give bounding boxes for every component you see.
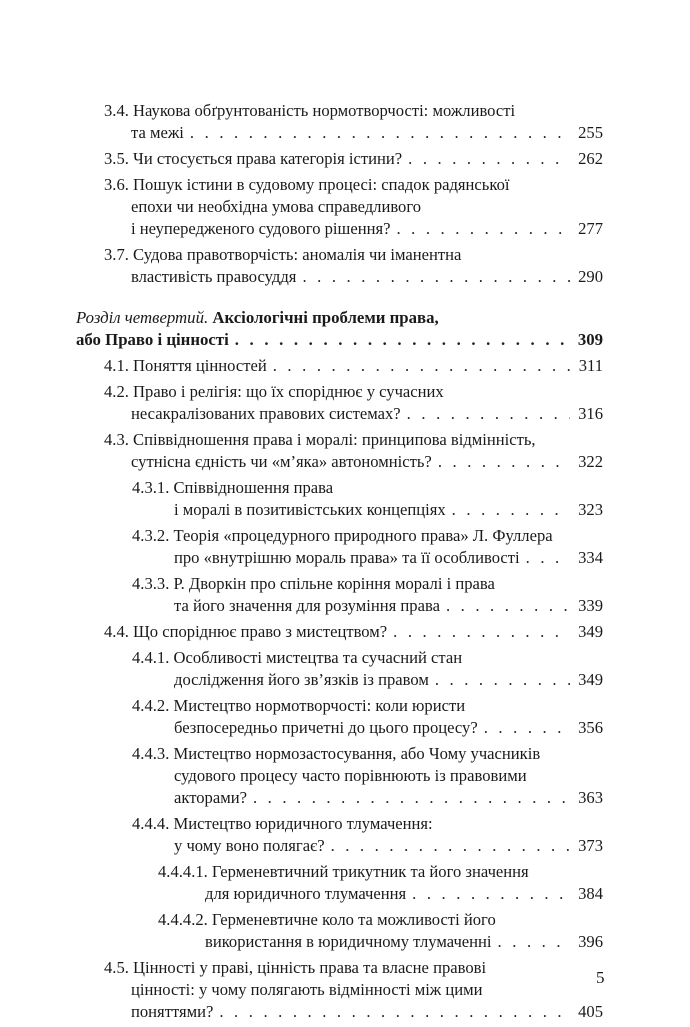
- toc-entry-title: 4.3.3. Р. Дворкін про спільне коріння моралі і права: [132, 574, 495, 593]
- toc-entry-title: або Право і цінності: [76, 330, 229, 349]
- toc-entry-line: [0, 695, 603, 717]
- toc-entry-line: [0, 909, 603, 931]
- toc-entry-line: [0, 979, 603, 1001]
- toc-page-number: 316: [578, 404, 603, 423]
- toc-entry-line: [0, 266, 603, 288]
- toc-entry-line: [0, 621, 603, 643]
- toc-entry-line: [0, 787, 603, 809]
- toc-entry-line: [0, 573, 603, 595]
- toc-entry-title: дослідження його зв’язків із правом: [174, 670, 429, 689]
- toc-entry-title: 3.5. Чи стосується права категорія істини?: [104, 149, 403, 168]
- toc-page-number: 309: [577, 330, 603, 349]
- toc-entry-title: цінності: у чому полягають відмінності між цими: [131, 980, 483, 999]
- dot-leader: [302, 266, 570, 288]
- toc-entry-line: [0, 669, 603, 691]
- toc-entry-title: для юридичного тлумачення: [205, 884, 407, 903]
- toc-page-number: 373: [578, 836, 603, 855]
- toc-entry-title: 4.3.1. Співвідношення права: [132, 478, 334, 497]
- toc-entry-title: використання в юридичному тлумаченні: [205, 932, 492, 951]
- toc-entry-title: 4.4. Що споріднює право з мистецтвом?: [104, 622, 388, 641]
- toc-entry: [0, 861, 690, 905]
- toc-entry-title: 4.4.2. Мистецтво нормотворчості: коли юристи: [132, 696, 466, 715]
- dot-leader: [219, 1001, 570, 1023]
- dot-leader: [253, 787, 570, 809]
- toc-entry: [0, 381, 690, 425]
- toc-page-number: 255: [578, 123, 603, 142]
- toc-entry: [0, 244, 690, 288]
- toc-entry-line: [0, 835, 603, 857]
- toc-entry: [0, 695, 690, 739]
- toc-entry-title: про «внутрішню мораль права» та її особливості: [174, 548, 520, 567]
- toc-entry-title: судового процесу часто порівнюють із правовими: [174, 766, 527, 785]
- toc-entry-title: властивість правосуддя: [131, 267, 297, 286]
- toc-page-number: 349: [578, 670, 603, 689]
- toc-page-number: 356: [578, 718, 603, 737]
- toc-entry-title: 3.6. Пошук істини в судовому процесі: спадок радянської: [104, 175, 510, 194]
- dot-leader: [331, 835, 571, 857]
- toc-entry-line: [0, 477, 603, 499]
- toc-entry: [0, 647, 690, 691]
- toc-entry: [0, 621, 690, 643]
- toc-entry: [0, 429, 690, 473]
- toc-entry-title: 4.4.4. Мистецтво юридичного тлумачення:: [132, 814, 433, 833]
- toc-entry-line: [0, 743, 603, 765]
- toc-chapter-entry: [0, 307, 690, 351]
- toc-entry-title: 4.4.3. Мистецтво нормозастосування, або Чому учасників: [132, 744, 541, 763]
- toc-entry-title: 3.4. Наукова обґрунтованість нормотворчості: можливості: [104, 101, 516, 120]
- toc-entry-line: [0, 329, 603, 351]
- dot-leader: [526, 547, 570, 569]
- dot-leader: [396, 218, 570, 240]
- toc-page-number: 384: [578, 884, 603, 903]
- table-of-contents: [0, 100, 690, 1027]
- toc-entry-line: [0, 355, 603, 377]
- toc-entry-line: [0, 931, 603, 953]
- toc-entry-title: акторами?: [174, 788, 247, 807]
- toc-entry-line: [0, 883, 603, 905]
- toc-entry-title: 4.4.4.2. Герменевтичне коло та можливості його: [158, 910, 496, 929]
- toc-entry-line: [0, 381, 603, 403]
- toc-page-number: 334: [578, 548, 603, 567]
- toc-entry-title: 4.4.1. Особливості мистецтва та сучасний стан: [132, 648, 463, 667]
- toc-entry-title: у чому воно полягає?: [174, 836, 325, 855]
- toc-entry-title: та межі: [131, 123, 184, 142]
- toc-entry: [0, 957, 690, 1023]
- toc-entry-line: [0, 451, 603, 473]
- dot-leader: [273, 355, 571, 377]
- toc-page-number: 405: [578, 1002, 603, 1021]
- toc-entry-line: [0, 307, 603, 329]
- toc-entry-line: [0, 595, 603, 617]
- dot-leader: [438, 451, 570, 473]
- toc-entry-line: [0, 1001, 603, 1023]
- dot-leader: [498, 931, 571, 953]
- dot-leader: [407, 403, 570, 425]
- toc-entry-title: 4.4.4.1. Герменевтичний трикутник та його значення: [158, 862, 529, 881]
- toc-entry: [0, 573, 690, 617]
- page-number: 5: [596, 968, 605, 987]
- dot-leader: [408, 148, 570, 170]
- toc-entry-title: несакралізованих правових системах?: [131, 404, 401, 423]
- dot-leader: [412, 883, 570, 905]
- toc-entry: [0, 525, 690, 569]
- dot-leader: [190, 122, 570, 144]
- dot-leader: [435, 669, 570, 691]
- toc-entry-title: 4.3.2. Теорія «процедурного природного права» Л. Фуллера: [132, 526, 553, 545]
- toc-entry-title: і неупередженого судового рішення?: [131, 219, 391, 238]
- toc-page-number: 262: [578, 149, 603, 168]
- toc-entry-line: [0, 547, 603, 569]
- chapter-label: Розділ четвертий.: [76, 308, 209, 327]
- toc-entry-line: [0, 813, 603, 835]
- toc-entry-title: 3.7. Судова правотворчість: аномалія чи іманентна: [104, 245, 462, 264]
- toc-entry-line: [0, 717, 603, 739]
- toc-entry: [0, 743, 690, 809]
- toc-entry-line: [0, 218, 603, 240]
- toc-entry-line: [0, 957, 603, 979]
- toc-entry-line: [0, 196, 603, 218]
- toc-entry-title: сутнісна єдність чи «м’яка» автономність?: [131, 452, 432, 471]
- toc-entry-title: епохи чи необхідна умова справедливого: [131, 197, 422, 216]
- dot-leader: [235, 329, 570, 351]
- toc-entry: [0, 813, 690, 857]
- toc-entry-line: [0, 122, 603, 144]
- toc-entry-title: 4.3. Співвідношення права і моралі: принципова відмінність,: [104, 430, 536, 449]
- toc-entry: [0, 909, 690, 953]
- toc-entry: [0, 148, 690, 170]
- toc-page-number: 322: [578, 452, 603, 471]
- toc-entry-title: 4.5. Цінності у праві, цінність права та власне правові: [104, 958, 487, 977]
- toc-page-number: 277: [578, 219, 603, 238]
- toc-entry-line: [0, 429, 603, 451]
- toc-entry: [0, 174, 690, 240]
- toc-page-number: 349: [578, 622, 603, 641]
- toc-entry-line: [0, 174, 603, 196]
- toc-entry-line: [0, 765, 603, 787]
- toc-page-number: 363: [578, 788, 603, 807]
- toc-page-number: 396: [578, 932, 603, 951]
- toc-entry-title: Аксіологічні проблеми права,: [212, 308, 439, 327]
- toc-page-number: 290: [578, 267, 603, 286]
- toc-page-number: 311: [578, 356, 603, 375]
- toc-entry-line: [0, 525, 603, 547]
- dot-leader: [446, 595, 570, 617]
- toc-entry-line: [0, 100, 603, 122]
- toc-entry-title: 4.2. Право і релігія: що їх споріднює у сучасних: [104, 382, 444, 401]
- toc-entry-line: [0, 861, 603, 883]
- dot-leader: [484, 717, 570, 739]
- toc-entry: [0, 477, 690, 521]
- toc-entry-line: [0, 403, 603, 425]
- toc-entry-title: безпосередньо причетні до цього процесу?: [174, 718, 478, 737]
- toc-entry-line: [0, 647, 603, 669]
- toc-entry: [0, 100, 690, 144]
- toc-entry-title: та його значення для розуміння права: [174, 596, 440, 615]
- dot-leader: [452, 499, 570, 521]
- toc-entry-title: і моралі в позитивістських концепціях: [174, 500, 446, 519]
- dot-leader: [393, 621, 570, 643]
- toc-entry: [0, 355, 690, 377]
- toc-entry-title: 4.1. Поняття цінностей: [104, 356, 267, 375]
- toc-entry-line: [0, 244, 603, 266]
- toc-entry-line: [0, 148, 603, 170]
- toc-entry-line: [0, 499, 603, 521]
- toc-page-number: 339: [578, 596, 603, 615]
- toc-entry-title: поняттями?: [131, 1002, 214, 1021]
- toc-page-number: 323: [578, 500, 603, 519]
